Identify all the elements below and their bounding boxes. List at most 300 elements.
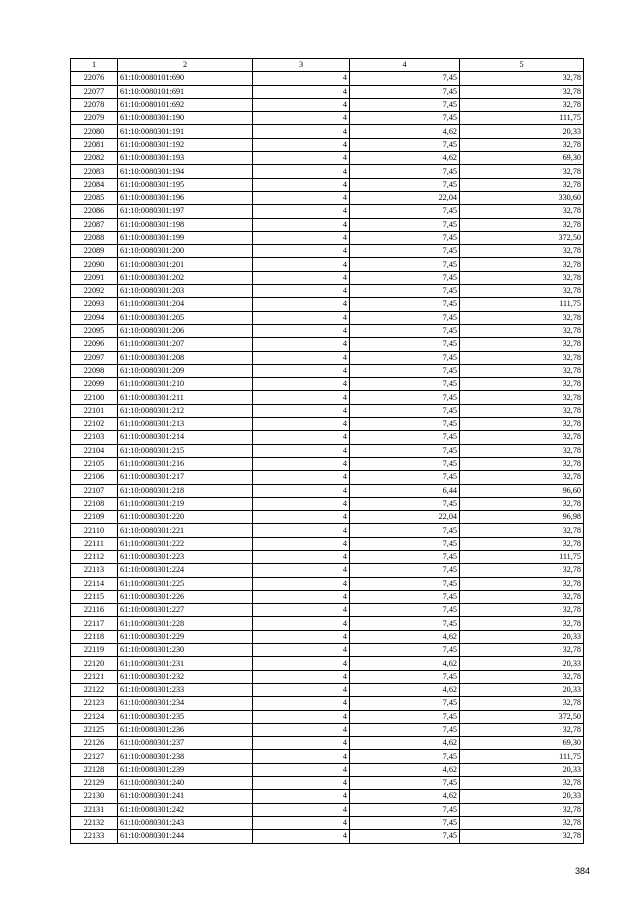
column-4-cell: 7,45 bbox=[350, 418, 460, 431]
column-5-cell: 32,78 bbox=[460, 311, 584, 324]
column-5-cell: 32,78 bbox=[460, 444, 584, 457]
column-4-cell: 7,45 bbox=[350, 351, 460, 364]
row-number-cell: 22123 bbox=[71, 697, 118, 710]
cadastral-number-cell: 61:10:0080301:231 bbox=[118, 657, 253, 670]
column-3-cell: 4 bbox=[253, 431, 350, 444]
row-number-cell: 22095 bbox=[71, 324, 118, 337]
row-number-cell: 22092 bbox=[71, 285, 118, 298]
table-row bbox=[71, 670, 584, 683]
column-4-cell: 7,45 bbox=[350, 617, 460, 630]
column-3-cell: 4 bbox=[253, 311, 350, 324]
table-row bbox=[71, 152, 584, 165]
column-5-cell: 32,78 bbox=[460, 351, 584, 364]
table-row bbox=[71, 484, 584, 497]
cadastral-number-cell: 61:10:0080301:225 bbox=[118, 577, 253, 590]
row-number-cell: 22096 bbox=[71, 338, 118, 351]
row-number-cell: 22133 bbox=[71, 830, 118, 843]
page-number: 384 bbox=[574, 866, 590, 876]
column-3-cell: 4 bbox=[253, 630, 350, 643]
table-row bbox=[71, 391, 584, 404]
row-number-cell: 22128 bbox=[71, 763, 118, 776]
column-4-cell: 7,45 bbox=[350, 670, 460, 683]
column-4-cell: 7,45 bbox=[350, 231, 460, 244]
column-3-cell: 4 bbox=[253, 657, 350, 670]
column-3-cell: 4 bbox=[253, 670, 350, 683]
row-number-cell: 22089 bbox=[71, 245, 118, 258]
table-header-row bbox=[71, 59, 584, 72]
table-row bbox=[71, 537, 584, 550]
column-3-cell: 4 bbox=[253, 511, 350, 524]
column-4-cell: 4,62 bbox=[350, 630, 460, 643]
cadastral-number-cell: 61:10:0080101:692 bbox=[118, 98, 253, 111]
column-3-cell: 4 bbox=[253, 271, 350, 284]
column-3-cell: 4 bbox=[253, 444, 350, 457]
column-3-cell: 4 bbox=[253, 683, 350, 696]
column-4-cell: 7,45 bbox=[350, 205, 460, 218]
column-5-cell: 32,78 bbox=[460, 471, 584, 484]
table-row bbox=[71, 497, 584, 510]
column-5-cell: 32,78 bbox=[460, 590, 584, 603]
header-cell-1: 1 bbox=[71, 59, 118, 72]
cadastral-number-cell: 61:10:0080301:200 bbox=[118, 245, 253, 258]
row-number-cell: 22082 bbox=[71, 152, 118, 165]
row-number-cell: 22088 bbox=[71, 231, 118, 244]
cadastral-number-cell: 61:10:0080301:218 bbox=[118, 484, 253, 497]
column-3-cell: 4 bbox=[253, 85, 350, 98]
column-5-cell: 32,78 bbox=[460, 803, 584, 816]
table-row bbox=[71, 311, 584, 324]
column-3-cell: 4 bbox=[253, 112, 350, 125]
cadastral-number-cell: 61:10:0080301:234 bbox=[118, 697, 253, 710]
table-row bbox=[71, 205, 584, 218]
column-4-cell: 7,45 bbox=[350, 311, 460, 324]
column-3-cell: 4 bbox=[253, 245, 350, 258]
column-4-cell: 4,62 bbox=[350, 152, 460, 165]
row-number-cell: 22094 bbox=[71, 311, 118, 324]
cadastral-number-cell: 61:10:0080301:196 bbox=[118, 191, 253, 204]
cadastral-number-cell: 61:10:0080301:213 bbox=[118, 418, 253, 431]
table-row bbox=[71, 457, 584, 470]
table-row bbox=[71, 710, 584, 723]
cadastral-number-cell: 61:10:0080301:202 bbox=[118, 271, 253, 284]
cadastral-number-cell: 61:10:0080301:226 bbox=[118, 590, 253, 603]
column-3-cell: 4 bbox=[253, 750, 350, 763]
column-5-cell: 20,33 bbox=[460, 790, 584, 803]
column-5-cell: 32,78 bbox=[460, 564, 584, 577]
column-4-cell: 7,45 bbox=[350, 391, 460, 404]
table-row bbox=[71, 218, 584, 231]
column-4-cell: 7,45 bbox=[350, 324, 460, 337]
row-number-cell: 22090 bbox=[71, 258, 118, 271]
column-4-cell: 4,62 bbox=[350, 683, 460, 696]
column-4-cell: 7,45 bbox=[350, 138, 460, 151]
row-number-cell: 22101 bbox=[71, 404, 118, 417]
column-3-cell: 4 bbox=[253, 98, 350, 111]
cadastral-number-cell: 61:10:0080301:215 bbox=[118, 444, 253, 457]
row-number-cell: 22103 bbox=[71, 431, 118, 444]
column-4-cell: 7,45 bbox=[350, 258, 460, 271]
column-5-cell: 20,33 bbox=[460, 763, 584, 776]
row-number-cell: 22132 bbox=[71, 816, 118, 829]
cadastral-number-cell: 61:10:0080301:217 bbox=[118, 471, 253, 484]
column-5-cell: 32,78 bbox=[460, 404, 584, 417]
cadastral-number-cell: 61:10:0080301:203 bbox=[118, 285, 253, 298]
column-4-cell: 7,45 bbox=[350, 404, 460, 417]
column-3-cell: 4 bbox=[253, 191, 350, 204]
column-5-cell: 32,78 bbox=[460, 604, 584, 617]
column-4-cell: 7,45 bbox=[350, 750, 460, 763]
table-row bbox=[71, 564, 584, 577]
column-5-cell: 20,33 bbox=[460, 125, 584, 138]
cadastral-number-cell: 61:10:0080301:235 bbox=[118, 710, 253, 723]
column-4-cell: 7,45 bbox=[350, 710, 460, 723]
cadastral-number-cell: 61:10:0080301:199 bbox=[118, 231, 253, 244]
column-5-cell: 32,78 bbox=[460, 165, 584, 178]
table-row bbox=[71, 790, 584, 803]
column-4-cell: 7,45 bbox=[350, 644, 460, 657]
column-4-cell: 7,45 bbox=[350, 285, 460, 298]
cadastral-number-cell: 61:10:0080301:191 bbox=[118, 125, 253, 138]
column-4-cell: 7,45 bbox=[350, 218, 460, 231]
row-number-cell: 22129 bbox=[71, 777, 118, 790]
row-number-cell: 22120 bbox=[71, 657, 118, 670]
column-4-cell: 7,45 bbox=[350, 85, 460, 98]
column-5-cell: 32,78 bbox=[460, 524, 584, 537]
table-row bbox=[71, 285, 584, 298]
column-5-cell: 20,33 bbox=[460, 683, 584, 696]
cadastral-number-cell: 61:10:0080301:197 bbox=[118, 205, 253, 218]
column-3-cell: 4 bbox=[253, 351, 350, 364]
column-4-cell: 7,45 bbox=[350, 830, 460, 843]
column-5-cell: 111,75 bbox=[460, 112, 584, 125]
column-3-cell: 4 bbox=[253, 484, 350, 497]
row-number-cell: 22125 bbox=[71, 723, 118, 736]
row-number-cell: 22114 bbox=[71, 577, 118, 590]
column-5-cell: 111,75 bbox=[460, 550, 584, 563]
column-4-cell: 7,45 bbox=[350, 816, 460, 829]
column-5-cell: 32,78 bbox=[460, 378, 584, 391]
table-row bbox=[71, 750, 584, 763]
column-4-cell: 7,45 bbox=[350, 338, 460, 351]
cadastral-number-cell: 61:10:0080301:207 bbox=[118, 338, 253, 351]
column-4-cell: 4,62 bbox=[350, 125, 460, 138]
column-3-cell: 4 bbox=[253, 497, 350, 510]
table-row bbox=[71, 165, 584, 178]
cadastral-number-cell: 61:10:0080301:230 bbox=[118, 644, 253, 657]
table-row bbox=[71, 763, 584, 776]
row-number-cell: 22118 bbox=[71, 630, 118, 643]
column-4-cell: 7,45 bbox=[350, 444, 460, 457]
cadastral-number-cell: 61:10:0080301:227 bbox=[118, 604, 253, 617]
column-4-cell: 7,45 bbox=[350, 697, 460, 710]
column-4-cell: 7,45 bbox=[350, 471, 460, 484]
table-row bbox=[71, 816, 584, 829]
table-row bbox=[71, 364, 584, 377]
column-4-cell: 6,44 bbox=[350, 484, 460, 497]
header-cell-4: 4 bbox=[350, 59, 460, 72]
cadastral-number-cell: 61:10:0080301:219 bbox=[118, 497, 253, 510]
column-5-cell: 32,78 bbox=[460, 431, 584, 444]
column-4-cell: 7,45 bbox=[350, 524, 460, 537]
row-number-cell: 22121 bbox=[71, 670, 118, 683]
row-number-cell: 22098 bbox=[71, 364, 118, 377]
column-3-cell: 4 bbox=[253, 138, 350, 151]
table-row bbox=[71, 85, 584, 98]
row-number-cell: 22100 bbox=[71, 391, 118, 404]
table-row bbox=[71, 378, 584, 391]
column-3-cell: 4 bbox=[253, 550, 350, 563]
cadastral-number-cell: 61:10:0080301:236 bbox=[118, 723, 253, 736]
table-row bbox=[71, 258, 584, 271]
cadastral-number-cell: 61:10:0080301:222 bbox=[118, 537, 253, 550]
column-3-cell: 4 bbox=[253, 324, 350, 337]
column-5-cell: 32,78 bbox=[460, 271, 584, 284]
column-5-cell: 32,78 bbox=[460, 218, 584, 231]
column-5-cell: 330,60 bbox=[460, 191, 584, 204]
cadastral-number-cell: 61:10:0080301:224 bbox=[118, 564, 253, 577]
column-3-cell: 4 bbox=[253, 777, 350, 790]
row-number-cell: 22119 bbox=[71, 644, 118, 657]
column-5-cell: 32,78 bbox=[460, 497, 584, 510]
column-3-cell: 4 bbox=[253, 338, 350, 351]
table-row bbox=[71, 604, 584, 617]
column-4-cell: 7,45 bbox=[350, 803, 460, 816]
cadastral-number-cell: 61:10:0080301:229 bbox=[118, 630, 253, 643]
cadastral-number-cell: 61:10:0080301:211 bbox=[118, 391, 253, 404]
cadastral-number-cell: 61:10:0080301:232 bbox=[118, 670, 253, 683]
row-number-cell: 22079 bbox=[71, 112, 118, 125]
table-row bbox=[71, 723, 584, 736]
column-3-cell: 4 bbox=[253, 125, 350, 138]
column-3-cell: 4 bbox=[253, 404, 350, 417]
column-3-cell: 4 bbox=[253, 72, 350, 85]
column-5-cell: 32,78 bbox=[460, 830, 584, 843]
column-4-cell: 7,45 bbox=[350, 577, 460, 590]
column-5-cell: 32,78 bbox=[460, 644, 584, 657]
table-row bbox=[71, 617, 584, 630]
table-row bbox=[71, 777, 584, 790]
column-3-cell: 4 bbox=[253, 418, 350, 431]
column-3-cell: 4 bbox=[253, 697, 350, 710]
cadastral-number-cell: 61:10:0080301:206 bbox=[118, 324, 253, 337]
row-number-cell: 22107 bbox=[71, 484, 118, 497]
column-3-cell: 4 bbox=[253, 617, 350, 630]
row-number-cell: 22091 bbox=[71, 271, 118, 284]
column-5-cell: 32,78 bbox=[460, 258, 584, 271]
column-4-cell: 22,04 bbox=[350, 191, 460, 204]
row-number-cell: 22127 bbox=[71, 750, 118, 763]
table-row bbox=[71, 351, 584, 364]
cadastral-number-cell: 61:10:0080301:238 bbox=[118, 750, 253, 763]
column-4-cell: 7,45 bbox=[350, 98, 460, 111]
column-4-cell: 7,45 bbox=[350, 550, 460, 563]
column-3-cell: 4 bbox=[253, 816, 350, 829]
table-row bbox=[71, 431, 584, 444]
table-row bbox=[71, 271, 584, 284]
table-row bbox=[71, 324, 584, 337]
table-row bbox=[71, 737, 584, 750]
column-5-cell: 32,78 bbox=[460, 324, 584, 337]
column-3-cell: 4 bbox=[253, 790, 350, 803]
row-number-cell: 22115 bbox=[71, 590, 118, 603]
column-3-cell: 4 bbox=[253, 298, 350, 311]
cadastral-number-cell: 61:10:0080301:201 bbox=[118, 258, 253, 271]
row-number-cell: 22105 bbox=[71, 457, 118, 470]
column-5-cell: 32,78 bbox=[460, 285, 584, 298]
cadastral-number-cell: 61:10:0080301:220 bbox=[118, 511, 253, 524]
column-5-cell: 32,78 bbox=[460, 670, 584, 683]
column-4-cell: 7,45 bbox=[350, 178, 460, 191]
table-row bbox=[71, 524, 584, 537]
row-number-cell: 22099 bbox=[71, 378, 118, 391]
row-number-cell: 22110 bbox=[71, 524, 118, 537]
row-number-cell: 22112 bbox=[71, 550, 118, 563]
cadastral-number-cell: 61:10:0080301:242 bbox=[118, 803, 253, 816]
table-row bbox=[71, 138, 584, 151]
cadastral-number-cell: 61:10:0080301:214 bbox=[118, 431, 253, 444]
table-row bbox=[71, 191, 584, 204]
row-number-cell: 22083 bbox=[71, 165, 118, 178]
column-5-cell: 32,78 bbox=[460, 537, 584, 550]
column-3-cell: 4 bbox=[253, 364, 350, 377]
column-3-cell: 4 bbox=[253, 537, 350, 550]
row-number-cell: 22078 bbox=[71, 98, 118, 111]
header-cell-5: 5 bbox=[460, 59, 584, 72]
column-5-cell: 372,50 bbox=[460, 710, 584, 723]
row-number-cell: 22122 bbox=[71, 683, 118, 696]
cadastral-number-cell: 61:10:0080301:192 bbox=[118, 138, 253, 151]
column-5-cell: 20,33 bbox=[460, 630, 584, 643]
column-3-cell: 4 bbox=[253, 737, 350, 750]
table-row bbox=[71, 657, 584, 670]
column-4-cell: 4,62 bbox=[350, 790, 460, 803]
column-3-cell: 4 bbox=[253, 830, 350, 843]
column-5-cell: 32,78 bbox=[460, 457, 584, 470]
column-3-cell: 4 bbox=[253, 723, 350, 736]
cadastral-number-cell: 61:10:0080301:243 bbox=[118, 816, 253, 829]
column-5-cell: 32,78 bbox=[460, 338, 584, 351]
column-5-cell: 32,78 bbox=[460, 245, 584, 258]
column-3-cell: 4 bbox=[253, 178, 350, 191]
cadastral-number-cell: 61:10:0080301:237 bbox=[118, 737, 253, 750]
column-4-cell: 7,45 bbox=[350, 245, 460, 258]
column-3-cell: 4 bbox=[253, 471, 350, 484]
cadastral-number-cell: 61:10:0080301:216 bbox=[118, 457, 253, 470]
column-5-cell: 32,78 bbox=[460, 205, 584, 218]
row-number-cell: 22117 bbox=[71, 617, 118, 630]
cadastral-number-cell: 61:10:0080301:205 bbox=[118, 311, 253, 324]
table-row bbox=[71, 550, 584, 563]
cadastral-number-cell: 61:10:0080301:228 bbox=[118, 617, 253, 630]
row-number-cell: 22130 bbox=[71, 790, 118, 803]
row-number-cell: 22085 bbox=[71, 191, 118, 204]
column-4-cell: 4,62 bbox=[350, 737, 460, 750]
cadastral-number-cell: 61:10:0080301:223 bbox=[118, 550, 253, 563]
column-5-cell: 111,75 bbox=[460, 298, 584, 311]
cadastral-number-cell: 61:10:0080301:209 bbox=[118, 364, 253, 377]
row-number-cell: 22124 bbox=[71, 710, 118, 723]
column-4-cell: 7,45 bbox=[350, 564, 460, 577]
table-row bbox=[71, 697, 584, 710]
cadastral-number-cell: 61:10:0080301:208 bbox=[118, 351, 253, 364]
table-row bbox=[71, 644, 584, 657]
data-table bbox=[70, 58, 584, 844]
header-cell-3: 3 bbox=[253, 59, 350, 72]
row-number-cell: 22104 bbox=[71, 444, 118, 457]
column-4-cell: 7,45 bbox=[350, 72, 460, 85]
column-5-cell: 32,78 bbox=[460, 85, 584, 98]
column-4-cell: 7,45 bbox=[350, 431, 460, 444]
column-3-cell: 4 bbox=[253, 258, 350, 271]
table-row bbox=[71, 630, 584, 643]
table-row bbox=[71, 404, 584, 417]
column-4-cell: 7,45 bbox=[350, 777, 460, 790]
column-3-cell: 4 bbox=[253, 231, 350, 244]
column-3-cell: 4 bbox=[253, 590, 350, 603]
column-3-cell: 4 bbox=[253, 285, 350, 298]
table-body bbox=[71, 59, 584, 844]
column-3-cell: 4 bbox=[253, 205, 350, 218]
column-5-cell: 69,30 bbox=[460, 152, 584, 165]
row-number-cell: 22109 bbox=[71, 511, 118, 524]
table-row bbox=[71, 125, 584, 138]
column-3-cell: 4 bbox=[253, 763, 350, 776]
cadastral-number-cell: 61:10:0080301:244 bbox=[118, 830, 253, 843]
cadastral-number-cell: 61:10:0080301:194 bbox=[118, 165, 253, 178]
row-number-cell: 22086 bbox=[71, 205, 118, 218]
cadastral-number-cell: 61:10:0080301:210 bbox=[118, 378, 253, 391]
table-row bbox=[71, 444, 584, 457]
row-number-cell: 22111 bbox=[71, 537, 118, 550]
column-4-cell: 7,45 bbox=[350, 165, 460, 178]
column-4-cell: 7,45 bbox=[350, 723, 460, 736]
table-row bbox=[71, 418, 584, 431]
column-5-cell: 32,78 bbox=[460, 364, 584, 377]
column-3-cell: 4 bbox=[253, 710, 350, 723]
column-3-cell: 4 bbox=[253, 524, 350, 537]
column-4-cell: 7,45 bbox=[350, 378, 460, 391]
column-5-cell: 32,78 bbox=[460, 98, 584, 111]
column-4-cell: 7,45 bbox=[350, 271, 460, 284]
row-number-cell: 22126 bbox=[71, 737, 118, 750]
cadastral-number-cell: 61:10:0080301:195 bbox=[118, 178, 253, 191]
table-row bbox=[71, 683, 584, 696]
column-5-cell: 96,60 bbox=[460, 484, 584, 497]
cadastral-number-cell: 61:10:0080301:239 bbox=[118, 763, 253, 776]
cadastral-number-cell: 61:10:0080101:691 bbox=[118, 85, 253, 98]
data-table-container bbox=[70, 58, 584, 844]
table-row bbox=[71, 231, 584, 244]
column-3-cell: 4 bbox=[253, 391, 350, 404]
table-row bbox=[71, 803, 584, 816]
table-row bbox=[71, 298, 584, 311]
column-5-cell: 32,78 bbox=[460, 72, 584, 85]
column-5-cell: 32,78 bbox=[460, 617, 584, 630]
column-5-cell: 32,78 bbox=[460, 178, 584, 191]
row-number-cell: 22087 bbox=[71, 218, 118, 231]
column-3-cell: 4 bbox=[253, 165, 350, 178]
row-number-cell: 22102 bbox=[71, 418, 118, 431]
column-4-cell: 7,45 bbox=[350, 364, 460, 377]
cadastral-number-cell: 61:10:0080301:198 bbox=[118, 218, 253, 231]
table-row bbox=[71, 590, 584, 603]
column-4-cell: 7,45 bbox=[350, 537, 460, 550]
table-row bbox=[71, 178, 584, 191]
row-number-cell: 22106 bbox=[71, 471, 118, 484]
table-row bbox=[71, 471, 584, 484]
row-number-cell: 22116 bbox=[71, 604, 118, 617]
row-number-cell: 22080 bbox=[71, 125, 118, 138]
